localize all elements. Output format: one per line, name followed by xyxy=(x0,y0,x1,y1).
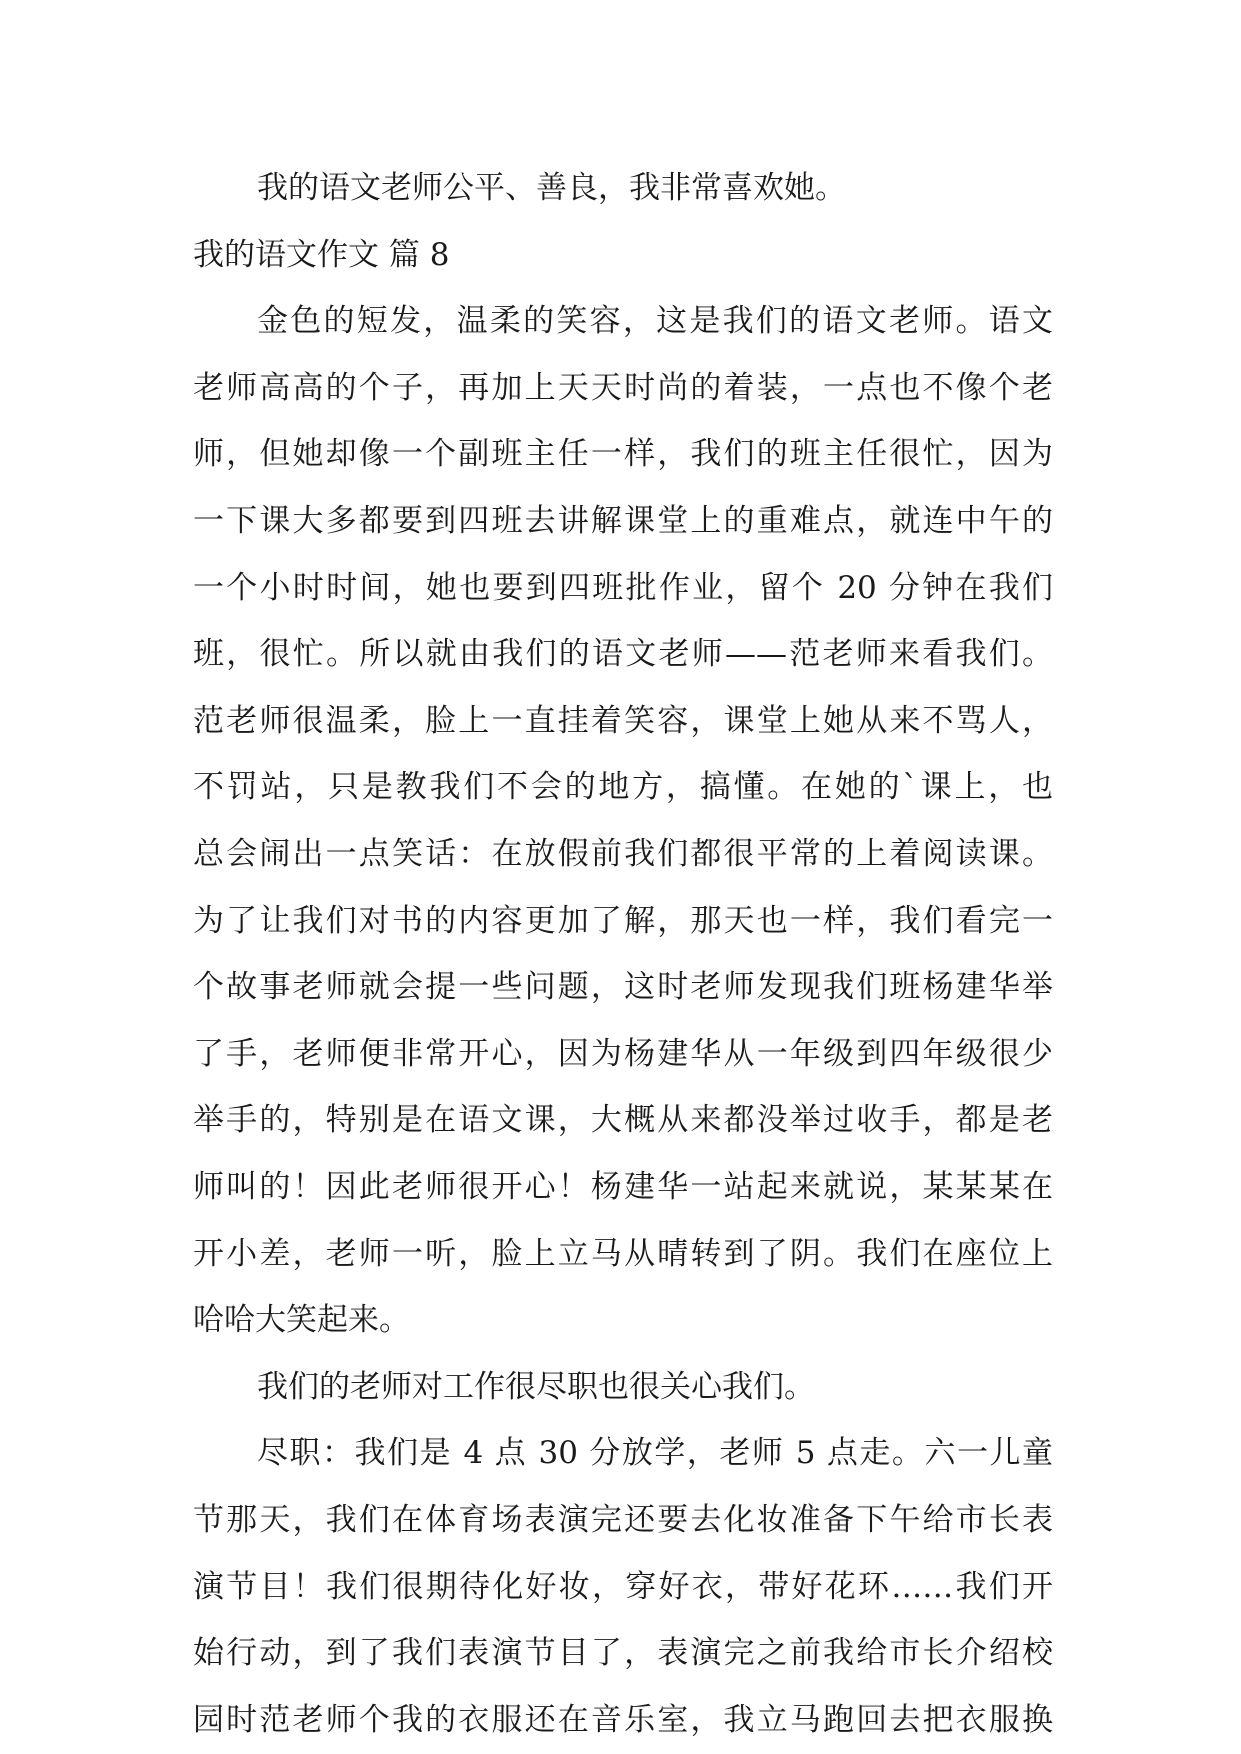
text-line: 我们的老师对工作很尽职也很关心我们。 xyxy=(257,1369,815,1405)
text-line: 演节目！我们很期待化好妆，穿好衣，带好花环……我们开 xyxy=(193,1569,1053,1605)
text-line: 金色的短发，温柔的笑容，这是我们的语文老师。语文 xyxy=(257,303,1053,339)
text-line: 园时范老师个我的衣服还在音乐室，我立马跑回去把衣服换 xyxy=(193,1702,1053,1738)
text-line: 班，很忙。所以就由我们的语文老师——范老师来看我们。 xyxy=(193,636,1053,672)
text-line: 节那天，我们在体育场表演完还要去化妆准备下午给市长表 xyxy=(193,1502,1053,1538)
text-line: 一个小时时间，她也要到四班批作业，留个 20 分钟在我们 xyxy=(193,570,1053,606)
text-line: 开小差，老师一听，脸上立马从晴转到了阴。我们在座位上 xyxy=(193,1236,1053,1272)
text-line: 范老师很温柔，脸上一直挂着笑容，课堂上她从来不骂人， xyxy=(193,703,1053,739)
text-line: 举手的，特别是在语文课，大概从来都没举过收手，都是老 xyxy=(193,1102,1053,1138)
text-line: 为了让我们对书的内容更加了解，那天也一样，我们看完一 xyxy=(193,903,1053,939)
text-line: 一下课大多都要到四班去讲解课堂上的重难点，就连中午的 xyxy=(193,503,1053,539)
text-line: 师，但她却像一个副班主任一样，我们的班主任很忙，因为 xyxy=(193,436,1053,472)
text-line: 尽职：我们是 4 点 30 分放学，老师 5 点走。六一儿童 xyxy=(257,1435,1053,1471)
text-line: 始行动，到了我们表演节目了，表演完之前我给市长介绍校 xyxy=(193,1635,1053,1671)
text-line: 哈哈大笑起来。 xyxy=(193,1302,410,1338)
text-line: 不罚站，只是教我们不会的地方，搞懂。在她的`课上，也 xyxy=(193,769,1053,805)
text-line: 老师高高的个子，再加上天天时尚的着装，一点也不像个老 xyxy=(193,370,1053,406)
text-line: 个故事老师就会提一些问题，这时老师发现我们班杨建华举 xyxy=(193,969,1053,1005)
section-heading: 我的语文作文 篇 8 xyxy=(193,237,450,273)
text-line: 我的语文老师公平、善良，我非常喜欢她。 xyxy=(257,170,846,206)
text-line: 总会闹出一点笑话：在放假前我们都很平常的上着阅读课。 xyxy=(193,836,1053,872)
text-line: 师叫的！因此老师很开心！杨建华一站起来就说，某某某在 xyxy=(193,1169,1053,1205)
text-line: 了手，老师便非常开心，因为杨建华从一年级到四年级很少 xyxy=(193,1036,1053,1072)
